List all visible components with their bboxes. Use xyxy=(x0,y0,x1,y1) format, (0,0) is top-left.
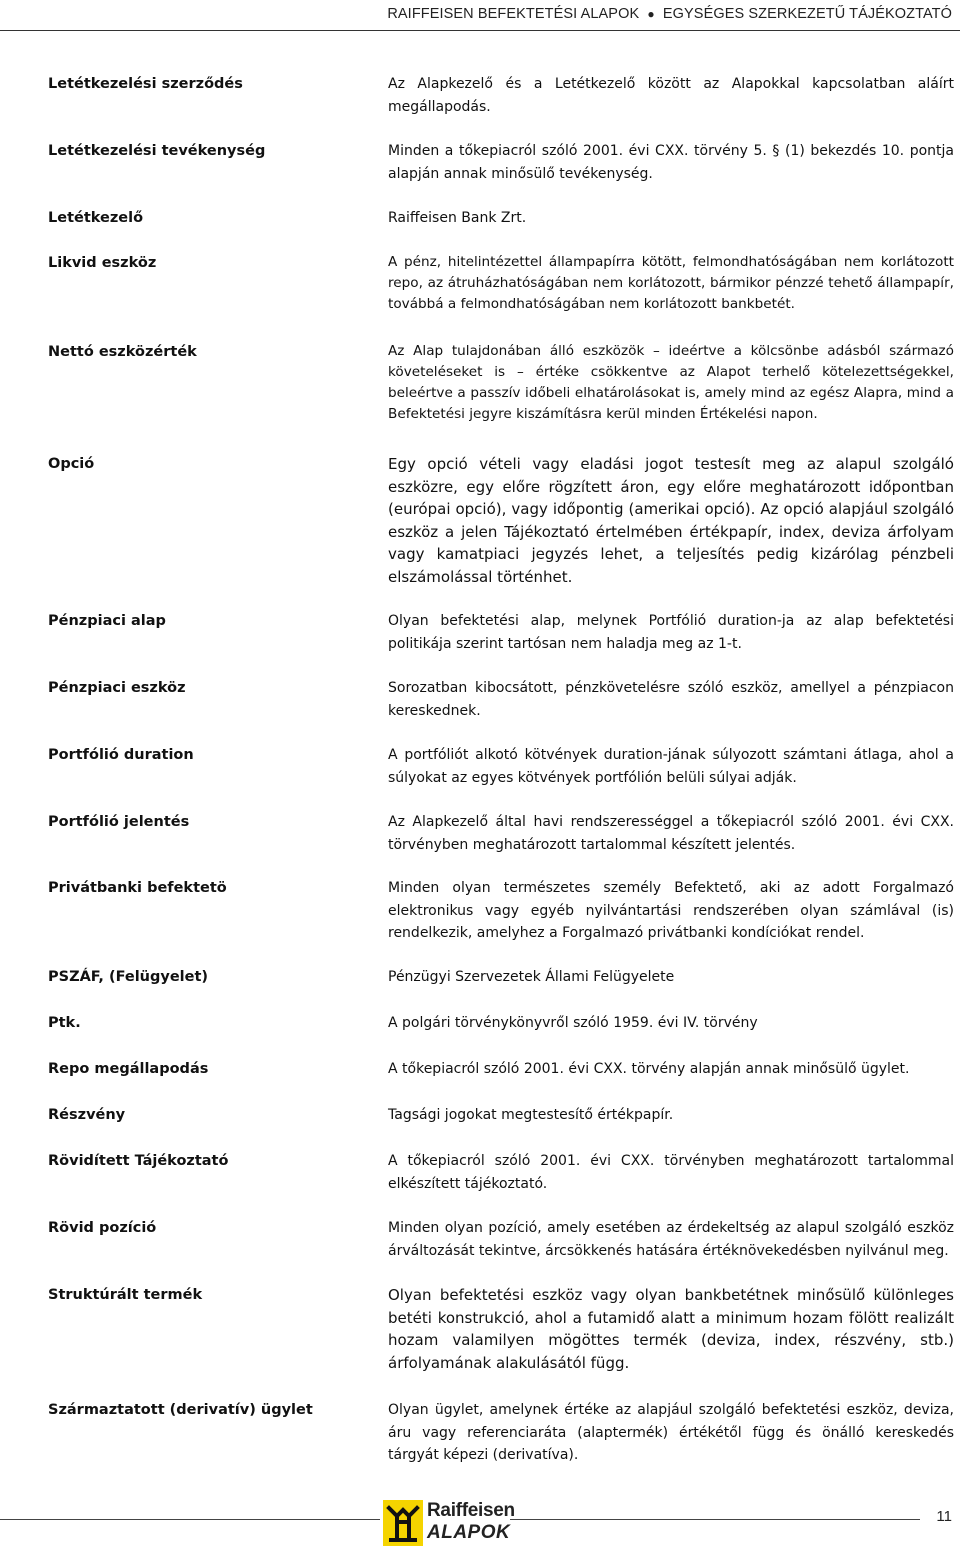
entry-term: Ptk. xyxy=(48,1015,81,1031)
footer-rule-right xyxy=(510,1519,920,1520)
entry-definition: Sorozatban kibocsátott, pénzkövetelésre szóló eszköz, amellyel a pénzpiacon kereskednek. xyxy=(388,680,954,719)
entry-definition: A tőkepiacról szóló 2001. évi CXX. törvényben meghatározott tartalommal elkészített tájékoztató. xyxy=(388,1153,954,1192)
entry-term: Portfólió duration xyxy=(48,747,194,763)
entry-definition: A pénz, hitelintézettel állampapírra kötött, felmondhatóságában nem korlátozott repo, az átruházhatóságában nem korlátozott, bármikor pénzzé tehető állampapír, továbbá a felmondhatóságában nem korlátozott bankbetét. xyxy=(388,254,954,312)
running-header xyxy=(387,6,952,22)
entry-definition: A portfóliót alkotó kötvények duration-jának súlyozott számtani átlaga, ahol a súlyokat az egyes kötvények portfólión belüli súlyai adják. xyxy=(388,747,954,786)
entry-definition: Egy opció vételi vagy eladási jogot testesít meg az alapul szolgáló eszközre, egy előre rögzített áron, egy előre meghatározott időpontban (európai opció), vagy időpontig (amerikai opció). Az opció alapjául szolgáló eszköz a jelen Tájékoztató értelmében értékpapír, index, deviza árfolyam vagy kamatpiaci jegyzés lehet, a teljesítés pedig kizárólag pénzbeli elszámolással történhet. xyxy=(388,455,954,586)
page-number: 11 xyxy=(936,1508,952,1525)
entry-term: Pénzpiaci alap xyxy=(48,613,166,629)
entry-term: Származtatott (derivatív) ügylet xyxy=(48,1402,313,1418)
entry-term: Struktúrált termék xyxy=(48,1287,203,1303)
entry-definition: Minden a tőkepiacról szóló 2001. évi CXX. törvény 5. § (1) bekezdés 10. pontja alapján annak minősülő tevékenység. xyxy=(388,143,954,182)
header-separator: ● xyxy=(647,7,655,21)
entry-term: Likvid eszköz xyxy=(48,255,157,271)
entry-term: Repo megállapodás xyxy=(48,1061,209,1077)
entry-term: Rövid pozíció xyxy=(48,1220,157,1236)
header-right: EGYSÉGES SZERKEZETŰ TÁJÉKOZTATÓ xyxy=(662,6,952,22)
entry-term: Privátbanki befektetö xyxy=(48,880,227,896)
header-left: RAIFFEISEN BEFEKTETÉSI ALAPOK xyxy=(387,6,640,22)
entry-term: Opció xyxy=(48,456,95,472)
entry-definition: Raiffeisen Bank Zrt. xyxy=(388,210,527,226)
entry-definition: Minden olyan természetes személy Befektető, aki az adott Forgalmazó elektronikus vagy egyéb nyilvántartási rendszerében olyan számlával (is) rendelkezik, amelyhez a Forgalmazó privátbanki kondíciókat rendel. xyxy=(388,880,954,941)
entry-term: Letétkezelő xyxy=(48,210,144,226)
footer-rule-left xyxy=(0,1519,380,1520)
raiffeisen-gable-icon xyxy=(383,1500,423,1546)
logo-text-line1: Raiffeisen xyxy=(427,1500,515,1521)
logo-text-line2: ALAPOK xyxy=(427,1522,511,1543)
entry-definition: A tőkepiacról szóló 2001. évi CXX. törvény alapján annak minősülő ügylet. xyxy=(388,1061,910,1077)
entry-term: Portfólió jelentés xyxy=(48,814,190,830)
entry-term: Rövidített Tájékoztató xyxy=(48,1153,229,1169)
entry-term: PSZÁF, (Felügyelet) xyxy=(48,969,209,985)
entry-definition: Olyan ügylet, amelynek értéke az alapjául szolgáló befektetési eszköz, deviza, áru vagy referenciaráta (alaptermék) értékétől függ és önálló kereskedés tárgyát képezi (derivatíva). xyxy=(388,1402,954,1463)
entry-term: Letétkezelési tevékenység xyxy=(48,143,266,159)
header-rule xyxy=(0,30,960,31)
entry-definition: Minden olyan pozíció, amely esetében az érdekeltség az alapul szolgáló eszköz árváltozását tekintve, árcsökkenés hatására értéknövekedésben nyilvánul meg. xyxy=(388,1220,954,1259)
entry-definition: Az Alapkezelő és a Letétkezelő között az Alapokkal kapcsolatban aláírt megállapodás. xyxy=(388,76,954,115)
entry-term: Pénzpiaci eszköz xyxy=(48,680,186,696)
entry-term: Részvény xyxy=(48,1107,126,1123)
entry-definition: Olyan befektetési alap, melynek Portfólió duration-ja az alap befektetési politikája szerint tartósan nem haladja meg az 1-t. xyxy=(388,613,954,652)
entry-definition: A polgári törvénykönyvről szóló 1959. évi IV. törvény xyxy=(388,1015,758,1031)
entry-definition: Az Alap tulajdonában álló eszközök – ideértve a kölcsönbe adásból származó követeléseket is – értéke csökkentve az Alapot terhelő kötelezettségekkel, beleértve a passzív időbeli elhatárolásokat is, amely mind az egész Alapra, mind a Befektetési jegyre kiszámításra kerül minden Értékelési napon. xyxy=(388,343,954,422)
entry-term: Nettó eszközérték xyxy=(48,344,197,360)
entry-term: Letétkezelési szerződés xyxy=(48,76,243,92)
entry-definition: Pénzügyi Szervezetek Állami Felügyelete xyxy=(388,969,675,985)
entry-definition: Olyan befektetési eszköz vagy olyan bankbetétnek minősülő különleges betéti konstrukció, ahol a futamidő alatt a minimum hozam fölött realizált hozam valamilyen mögöttes termék (deviza, index, részvény, stb.) árfolyamának alakulásától függ. xyxy=(388,1286,954,1372)
raiffeisen-logo xyxy=(383,1500,515,1546)
entry-definition: Az Alapkezelő által havi rendszerességgel a tőkepiacról szóló 2001. évi CXX. törvényben meghatározott tartalommal készített jelentés. xyxy=(388,814,954,853)
entry-definition: Tagsági jogokat megtestesítő értékpapír. xyxy=(388,1107,674,1123)
